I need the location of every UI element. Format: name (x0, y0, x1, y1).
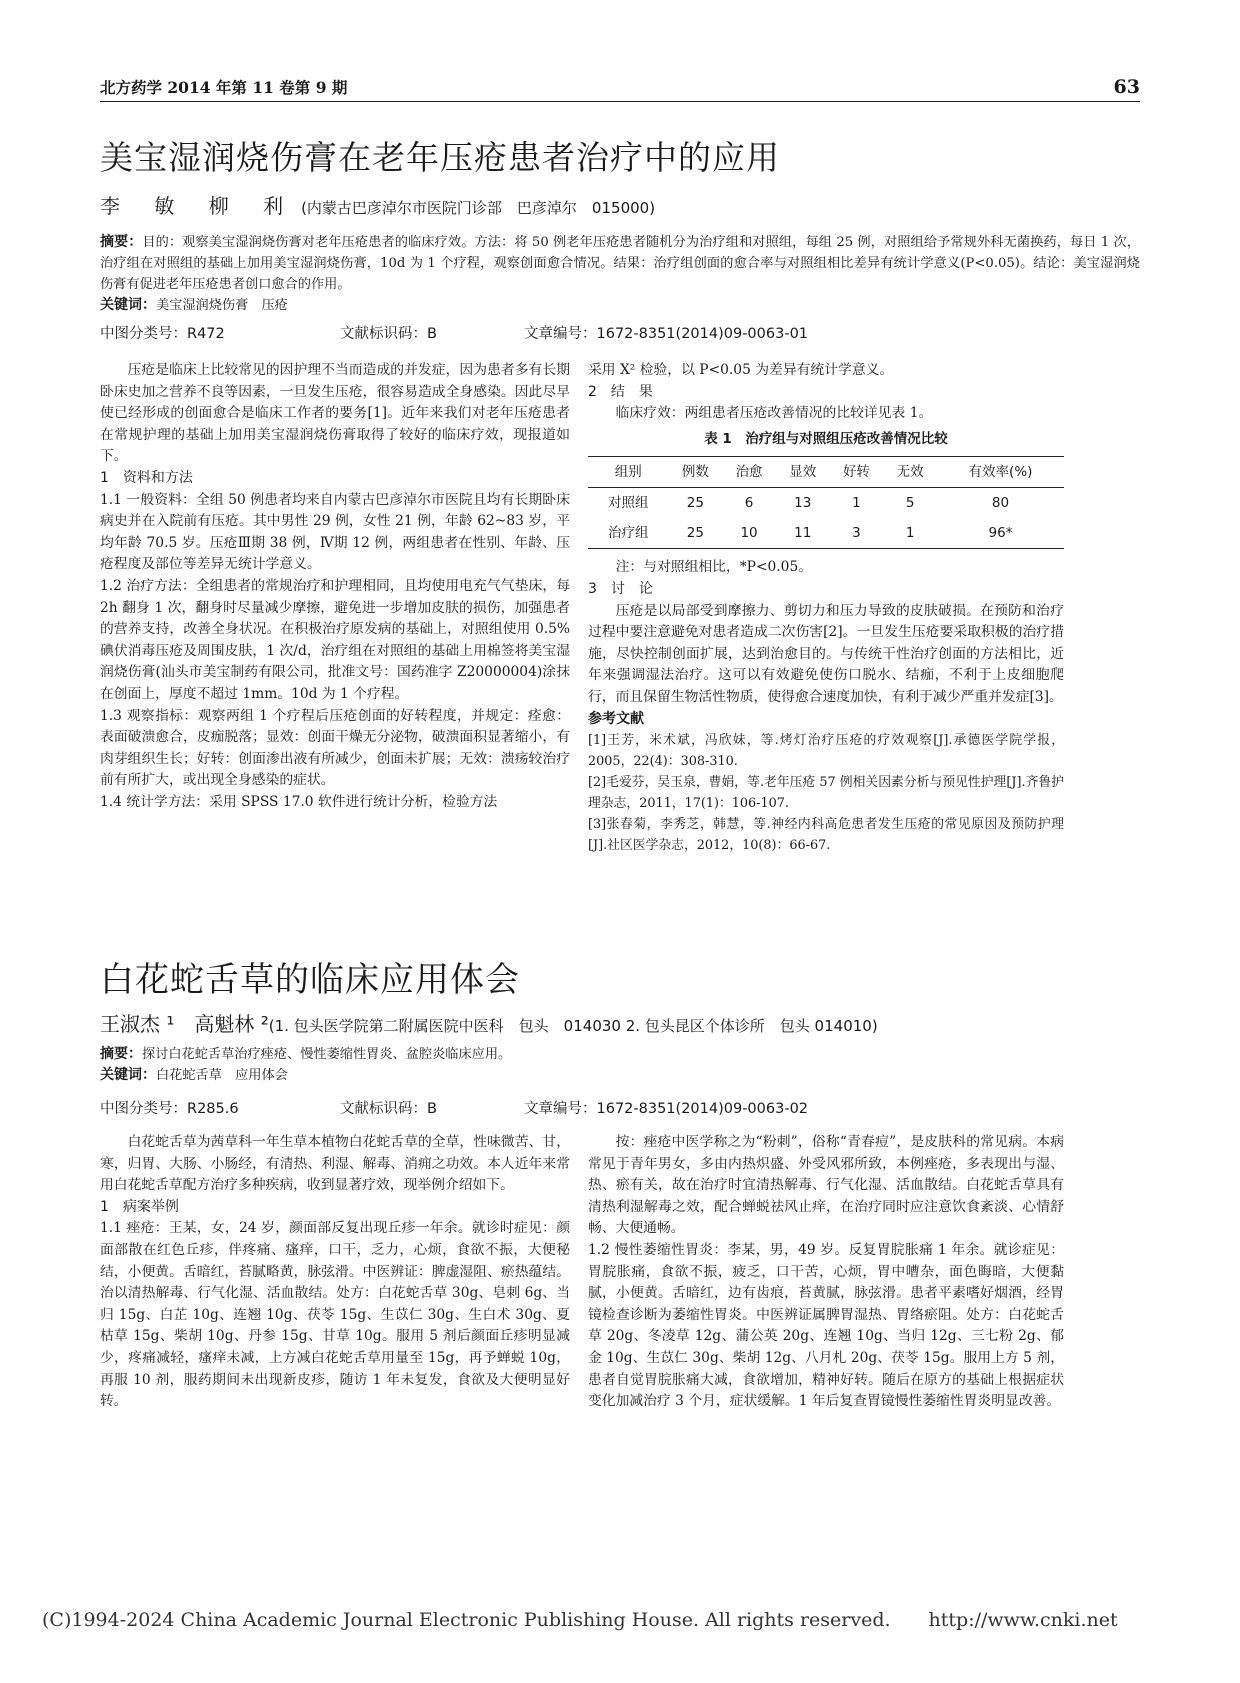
table-cell: 1 (905, 524, 915, 541)
table-cell: 25 (686, 524, 704, 541)
reference-item: [1]王芳，米术斌，冯欣妹，等.烤灯治疗压疮的疗效观察[J].承德医学院学报，2005，22(4)：308-310. (588, 733, 1064, 770)
keywords-label: 关键词： (100, 297, 156, 313)
page-number: 63 (1113, 76, 1140, 98)
table-cell: 11 (794, 524, 812, 541)
article-number: 文章编号：1672-8351(2014)09-0063-02 (524, 1101, 809, 1117)
table-cell: 治疗组 (608, 524, 649, 541)
clc-number: 中图分类号：R285.6 (100, 1101, 239, 1117)
reference-item: [2]毛爱芬，吴玉泉，曹娟，等.老年压疮 57 例相关因素分析与预见性护理[J].齐鲁护理杂志，2011，17(1)：106-107. (588, 775, 1064, 812)
table-cell: 6 (744, 494, 754, 511)
table-header-row (588, 457, 1064, 488)
reference-item: [3]张春菊，李秀芝，韩慧，等.神经内科高危患者发生压疮的常见原因及预防护理[J].社区医学杂志，2012，10(8)：66-67. (588, 817, 1064, 854)
article2-authors (100, 1008, 878, 1037)
article2-classification (100, 1097, 1140, 1119)
clc-number: 中图分类号：R472 (100, 326, 225, 342)
table-cell: 10 (740, 524, 758, 541)
keywords-text: 白花蛇舌草 应用体会 (156, 1068, 288, 1083)
article1-affiliation: (内蒙古巴彦淖尔市医院门诊部 巴彦淖尔 015000) (301, 199, 656, 217)
article1-left-column (100, 360, 570, 813)
paragraph: 压疮是临床上比较常见的因护理不当而造成的并发症，因为患者多有长期卧床史加之营养不良等因素，一旦发生压疮，很容易造成全身感染。因此尽早使已经形成的创面愈合是临床工作者的要务[1]。近年来我们对老年压疮患者在常规护理的基础上加用美宝湿润烧伤膏取得了较好的临床疗效，现报道如下。 (100, 362, 570, 465)
article2-author-names: 王淑杰 ¹ 高魁林 ² (100, 1012, 269, 1036)
paragraph: 临床疗效：两组患者压疮改善情况的比较详见表 1。 (615, 405, 933, 422)
paragraph: 采用 X² 检验，以 P<0.05 为差异有统计学意义。 (588, 362, 894, 378)
paragraph: 1.1 痤疮：王某，女，24 岁，颜面部反复出现丘疹一年余。就诊时症见：颜面部散在红色丘疹，伴疼痛、瘙痒，口干，乏力，心烦，食欲不振，大便秘结，小便黄。舌暗红，苔腻略黄，脉弦滑。中医辨证：脾虚湿阻、瘀热蕴结。治以清热解毒、行气化湿、活血散结。处方：白花蛇舌草 30g、皂刺 6g、当归 15g、白芷 10g、连翘 10g、茯苓 15g、生苡仁 30g、生白术 30g、夏枯草 15g、柴胡 10g、丹参 15g、甘草 10g。服用 5 剂后颜面丘疹明显减少，疼痛减轻，瘙痒未减，上方减白花蛇舌草用量至 15g，再予蝉蜕 10g，再服 10 剂，服药期间未出现新皮疹，随访 1 年未复发，食欲及大便明显好转。 (100, 1220, 570, 1410)
section-heading: 2 结 果 (588, 383, 653, 400)
table-cell: 13 (794, 494, 812, 511)
table-note: 注：与对照组相比，*P<0.05。 (615, 559, 813, 576)
paragraph: 1.2 治疗方法：全组患者的常规治疗和护理相同，且均使用电充气气垫床，每 2h 翻身 1 次，翻身时尽量减少摩擦，避免进一步增加皮肤的损伤，加强患者的营养支持，改善全身状况。在积极治疗原发病的基础上，对照组使用 0.5%碘伏消毒压疮及周围皮肤，1 次/d，治疗组在对照组的基础上用棉签将美宝湿润烧伤膏(汕头市美宝制药有限公司，批准文号：国药准字 Z20000004)涂抹在创面上，厚度不超过 1mm。10d 为 1 个疗程。 (100, 577, 570, 702)
table-cell: 80 (991, 494, 1010, 511)
header-rule (100, 101, 1140, 102)
column-header: 无效 (896, 463, 924, 480)
document-code: 文献标识码：B (340, 326, 437, 342)
column-header: 例数 (681, 463, 709, 480)
column-header: 治愈 (735, 463, 763, 480)
keywords-text: 美宝湿润烧伤膏 压疮 (156, 298, 288, 313)
section-heading: 1 病案举例 (100, 1198, 179, 1215)
abstract-label: 摘要： (100, 234, 143, 250)
document-code: 文献标识码：B (340, 1101, 437, 1117)
paragraph: 按：痤疮中医学称之为“粉刺”，俗称“青春痘”，是皮肤科的常见病。本病常见于青年男女，多由内热炽盛、外受风邪所致，本例痤疮，多表现出与湿、热、瘀有关，故在治疗时宜清热解毒、行气化湿、活血散结。白花蛇舌草具有清热利湿解毒之效，配合蝉蜕祛风止痒，在治疗同时应注意饮食紊淡、心情舒畅、大便通畅。 (588, 1134, 1064, 1237)
article2-abstract (100, 1044, 1140, 1086)
column-header: 显效 (789, 463, 817, 480)
paragraph: 1.2 慢性萎缩性胃炎：李某，男，49 岁。反复胃脘胀痛 1 年余。就诊症见：胃脘胀痛，食欲不振，疲乏，口干苦，心烦，胃中嘈杂，面色晦暗，大便黏腻，小便黄。舌暗红，边有齿痕，苔黄腻，脉弦滑。患者平素嗜好烟酒，经胃镜检查诊断为萎缩性胃炎。中医辨证属脾胃湿热、胃络瘀阻。处方：白花蛇舌草 20g、冬凌草 12g、蒲公英 20g、连翘 10g、当归 12g、三七粉 2g、郁金 10g、生苡仁 30g、柴胡 12g、八月札 20g、茯苓 15g。服用上方 5 剂，患者自觉胃脘胀痛大减，食欲增加，精神好转。随后在原方的基础上根据症状变化加减治疗 3 个月，症状缓解。1 年后复查胃镜慢性萎缩性胃炎明显改善。 (588, 1241, 1064, 1410)
article2-right-column (588, 1132, 1064, 1413)
paragraph: 压疮是以局部受到摩擦力、剪切力和压力导致的皮肤破损。在预防和治疗过程中要注意避免对患者造成二次伤害[2]。一旦发生压疮要采取积极的治疗措施，尽快控制创面扩展，达到治愈目的。与传统干性治疗创面的方法相比，近年来强调湿法治疗。这可以有效避免使伤口脱水、结痂，不利于上皮细胞爬行，而且保留生物活性物质，使得愈合速度加快，有利于减少严重并发症[3]。 (588, 602, 1064, 705)
article1-abstract (100, 232, 1140, 316)
paragraph: 1.1 一般资料：全组 50 例患者均来自内蒙古巴彦淖尔市医院且均有长期卧床病史并在入院前有压疮。其中男性 29 例，女性 21 例，年龄 62~83 岁，平均年龄 70.5 岁。压疮Ⅲ期 38 例，Ⅳ期 12 例，两组患者在性别、年龄、压疮程度及部位等差异无统计学意义。 (100, 491, 570, 573)
abstract-text: 目的：观察美宝湿润烧伤膏对老年压疮患者的临床疗效。方法：将 50 例老年压疮患者随机分为治疗组和对照组，每组 25 例，对照组给予常规外科无菌换药，每日 1 次，治疗组在对照组的基础上加用美宝湿润烧伤膏，10d 为 1 个疗程，观察创面愈合情况。结果：治疗组创面的愈合率与对照组相比差异有统计学意义(P<0.05)。结论：美宝湿润烧伤膏有促进老年压疮患者创口愈合的作用。 (100, 235, 1141, 292)
reference-list (588, 730, 1064, 856)
keywords-label: 关键词： (100, 1067, 156, 1083)
table-cell: 1 (852, 494, 861, 511)
section-heading: 3 讨 论 (588, 580, 653, 597)
table-cell: 对照组 (608, 494, 649, 511)
article-number: 文章编号：1672-8351(2014)09-0063-01 (524, 326, 809, 342)
article2-title: 白花蛇舌草的临床应用体会 (100, 960, 520, 1000)
article1-title: 美宝湿润烧伤膏在老年压疮患者治疗中的应用 (100, 138, 780, 177)
table-cell: 3 (852, 524, 861, 541)
column-header: 组别 (614, 463, 642, 480)
paragraph: 1.4 统计学方法：采用 SPSS 17.0 软件进行统计分析，检验方法 (100, 793, 498, 810)
article1-authors (100, 190, 655, 219)
column-header: 好转 (842, 463, 870, 480)
journal-issue: 北方药学 2014 年第 11 卷第 9 期 (100, 78, 348, 97)
copyright-footer: (C)1994-2024 China Academic Journal Electronic Publishing House. All rights reserved. http://www.cnki.net (42, 1609, 1118, 1631)
running-header (100, 76, 1140, 98)
table-row (588, 518, 1064, 549)
table-cell: 25 (686, 494, 704, 511)
article1-author-names: 李 敏 柳 利 (100, 194, 298, 218)
paragraph: 1.3 观察指标：观察两组 1 个疗程后压疮创面的好转程度，并规定：痊愈：表面破溃愈合，皮痂脱落；显效：创面干燥无分泌物，破溃面积显著缩小，有肉芽组织生长；好转：创面渗出液有所减少，创面未扩展；无效：溃疡较治疗前有所扩大，或出现全身感染的症状。 (100, 707, 570, 789)
results-table (588, 456, 1064, 549)
section-heading: 1 资料和方法 (100, 469, 193, 486)
table-cell: 5 (905, 494, 915, 511)
table-cell: 96* (988, 524, 1013, 541)
article1-classification (100, 322, 1140, 344)
article2-left-column (100, 1132, 570, 1413)
table-row (588, 488, 1064, 519)
references-heading: 参考文献 (588, 710, 644, 727)
abstract-label: 摘要： (100, 1046, 142, 1062)
article1-right-column (588, 360, 1064, 856)
article2-affiliation: (1. 包头医学院第二附属医院中医科 包头 014030 2. 包头昆区个体诊所 包头 014010) (268, 1017, 878, 1035)
column-header: 有效率(%) (968, 463, 1033, 480)
paragraph: 白花蛇舌草为茜草科一年生草本植物白花蛇舌草的全草，性味微苦、甘，寒，归胃、大肠、小肠经，有清热、利湿、解毒、消痈之功效。本人近年来常用白花蛇舌草配方治疗多种疾病，收到显著疗效，现举例介绍如下。 (100, 1134, 570, 1194)
abstract-text: 探讨白花蛇舌草治疗痤疮、慢性萎缩性胃炎、盆腔炎临床应用。 (142, 1047, 512, 1062)
table-caption: 表 1 治疗组与对照组压疮改善情况比较 (704, 430, 948, 447)
